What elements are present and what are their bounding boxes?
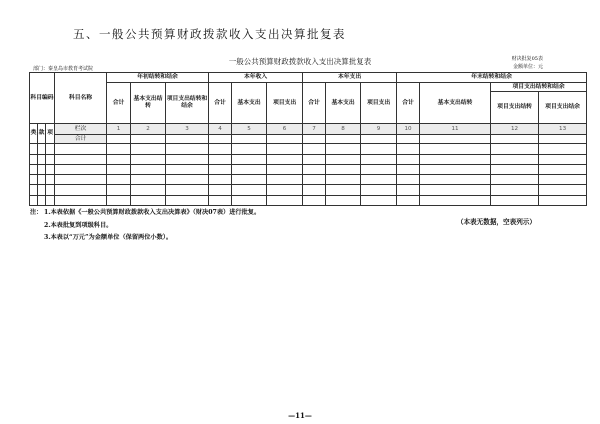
page-number: —11—	[288, 411, 312, 420]
column-number: 9	[361, 123, 397, 134]
header-begin-balance: 年初结转和结余	[107, 73, 209, 83]
column-number: 6	[267, 123, 303, 134]
table-number: 财决批复05表	[511, 56, 543, 62]
table-row	[30, 175, 587, 185]
amount-unit: 金额单位：元	[512, 64, 543, 70]
header-class: 类	[30, 123, 38, 144]
header-basic: 基本支出	[232, 82, 267, 123]
table-row	[30, 164, 587, 174]
notes-block	[30, 207, 260, 245]
department-label: 部门：秦皇岛市教育考试院	[33, 66, 94, 72]
column-number: 5	[232, 123, 267, 134]
header-income: 本年收入	[209, 73, 303, 83]
header-subject-name: 科目名称	[55, 73, 107, 124]
column-number: 7	[303, 123, 326, 134]
column-number: 4	[209, 123, 232, 134]
table-row	[30, 144, 587, 154]
column-number: 10	[397, 123, 420, 134]
column-number-label: 栏次	[55, 123, 107, 134]
column-number: 3	[166, 123, 209, 134]
header-project: 项目支出	[267, 82, 303, 123]
note-item: 3.本表以“万元”为金额单位（保留两位小数）。	[44, 234, 173, 241]
column-number: 8	[326, 123, 361, 134]
approval-table	[29, 72, 587, 206]
header-project-surplus: 项目支出结余	[539, 92, 587, 123]
no-data-note: （本表无数据，空表列示）	[456, 218, 536, 226]
sum-label: 合计	[55, 134, 107, 144]
sum-row	[30, 134, 587, 144]
header-sub-item: 项	[46, 123, 55, 144]
header-total: 合计	[397, 82, 420, 123]
column-number: 1	[107, 123, 131, 134]
table-row	[30, 154, 587, 164]
header-project-carry: 项目支出结转	[491, 92, 539, 123]
header-basic-balance: 基本支出结转	[131, 82, 166, 123]
header-basic-balance: 基本支出结转	[420, 82, 491, 123]
header-project: 项目支出	[361, 82, 397, 123]
note-item: 1.本表依据《一般公共预算财政拨款收入支出决算表》（财决07表）进行批复。	[44, 209, 261, 216]
header-item: 款	[38, 123, 46, 144]
column-number: 12	[491, 123, 539, 134]
header-total: 合计	[107, 82, 131, 123]
header-basic: 基本支出	[326, 82, 361, 123]
column-number: 13	[539, 123, 587, 134]
column-number: 11	[420, 123, 491, 134]
table-row	[30, 195, 587, 205]
page-title: 五、一般公共预算财政拨款收入支出决算批复表	[73, 27, 346, 41]
header-end-balance: 年末结转和结余	[397, 73, 587, 83]
table-row	[30, 185, 587, 195]
header-subject-code: 科目编码	[30, 73, 55, 124]
table-subtitle: 一般公共预算财政拨款收入支出决算批复表	[228, 57, 372, 66]
header-expense: 本年支出	[303, 73, 397, 83]
header-total: 合计	[209, 82, 232, 123]
header-project-group: 项目支出结转和结余	[491, 82, 587, 92]
column-number: 2	[131, 123, 166, 134]
header-project-balance: 项目支出结转和结余	[166, 82, 209, 123]
notes-label: 注：	[30, 209, 43, 216]
note-item: 2.本表批复到项级科目。	[44, 221, 113, 229]
header-total: 合计	[303, 82, 326, 123]
